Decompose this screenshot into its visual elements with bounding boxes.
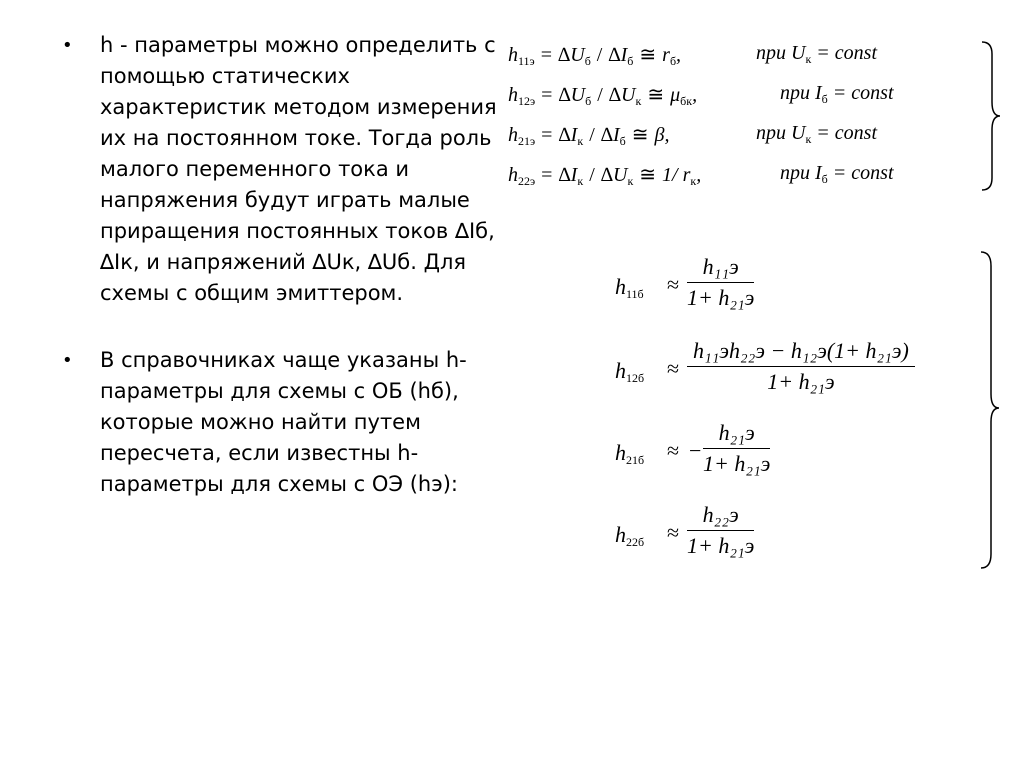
bullet-dot-icon: •	[62, 35, 73, 56]
formula-h22e: $h_{22э} = \Delta I_к / \Delta U_к$ ≅ 1/ $r_к$, при $I_б$ = const	[508, 162, 894, 188]
bullet-text: В справочниках чаще указаны h-параметры для схемы с ОБ (hб), которые можно найти путем пересчета, если известны h-параметры для схемы с ОЭ (hэ):	[100, 348, 467, 496]
formula-h12b-lhs: $h_{12б}$	[615, 358, 645, 385]
formula-h22b-lhs: $h_{22б}$	[615, 522, 645, 549]
bullet-dot-icon: •	[62, 350, 73, 371]
numerator: h₁₁э	[687, 254, 754, 283]
fraction-h21b	[703, 420, 770, 477]
numerator: h₂₂э	[687, 502, 754, 531]
approx-sign: ≈	[667, 356, 680, 381]
right-brace-icon	[977, 250, 1003, 570]
formula-h21b-lhs: $h_{21б}$	[615, 440, 645, 467]
formula-group-oe	[508, 40, 1008, 200]
approx-sign: ≈	[667, 438, 680, 463]
bullet-item-2	[62, 345, 502, 500]
bullet-item-1	[62, 30, 502, 309]
minus-sign: −	[689, 438, 702, 463]
formula-h12e: $h_{12э} = \Delta U_б / \Delta U_к$ ≅ $\mu_{бк}$, при $I_б$ = const	[508, 82, 894, 108]
formula-h21e: $h_{21э} = \Delta I_к / \Delta I_б$ ≅ β, при $U_к$ = const	[508, 122, 878, 148]
approx-sign: ≈	[667, 272, 680, 297]
bullet-list	[62, 30, 502, 500]
numerator: h₂₁э	[703, 420, 770, 449]
right-brace-icon	[978, 40, 1004, 192]
fraction-h12b	[687, 338, 915, 395]
formula-h11e: $h_{11э} = \Delta U_б / \Delta I_б$ ≅ $r_б$, при $U_к$ = const	[508, 42, 878, 68]
denominator: 1+ h₂₁э	[703, 451, 771, 476]
bullet-text: h - параметры можно определить с помощью статических характеристик методом измерения их на постоянном токе. Тогда роль малого переменного тока и напряжения будут играть малые приращения постоянных токов ∆Iб, ∆Iк, и напряжений ∆Uк, ∆Uб. Для схемы с общим эмиттером.	[100, 33, 497, 305]
denominator: 1+ h₂₁э	[687, 533, 755, 558]
formula-group-ob	[615, 250, 1010, 570]
numerator: h₁₁эh₂₂э − h₁₂э(1+ h₂₁э)	[687, 338, 915, 367]
approx-sign: ≈	[667, 520, 680, 545]
denominator: 1+ h₂₁э	[687, 285, 755, 310]
denominator: 1+ h₂₁э	[767, 369, 835, 394]
fraction-h11b	[687, 254, 754, 311]
fraction-h22b	[687, 502, 754, 559]
formula-h11b-lhs: $h_{11б}$	[615, 274, 644, 301]
